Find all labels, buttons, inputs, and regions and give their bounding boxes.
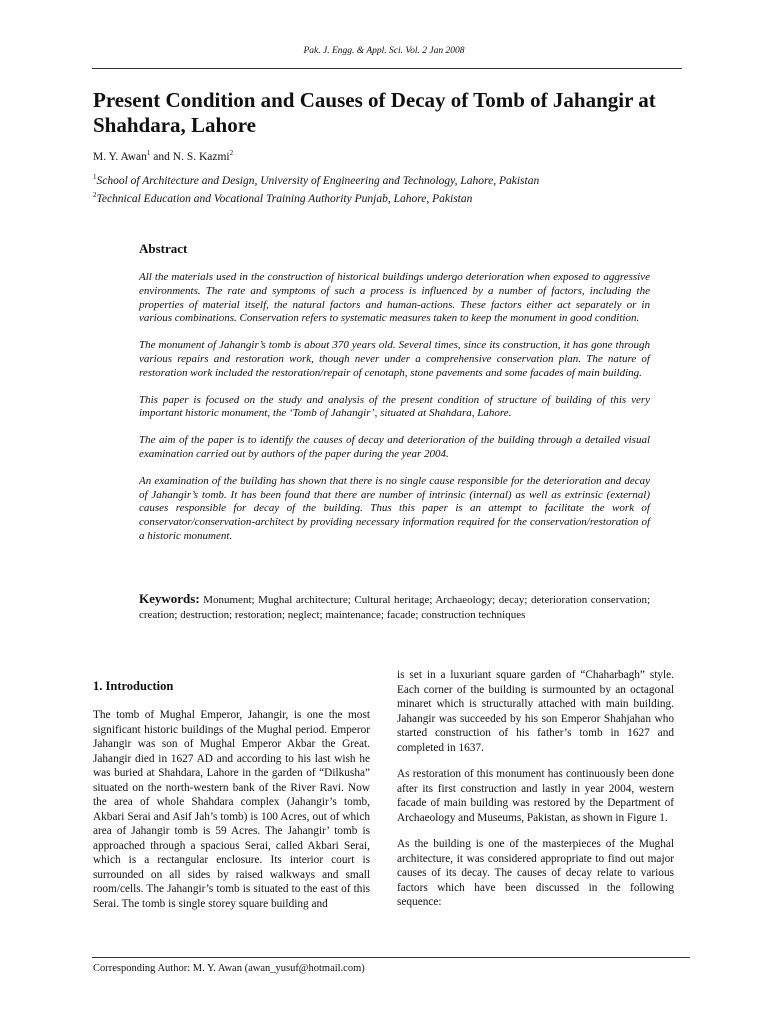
affiliation-2-mark: 2 — [93, 190, 97, 199]
keywords — [139, 592, 650, 622]
keywords-text: Monument; Mughal architecture; Cultural heritage; Archaeology; decay; deterioration conservation; creation; destruction; restoration; neglect; maintenance; facade; construction techniques — [139, 594, 651, 621]
author-1: M. Y. Awan — [93, 150, 147, 163]
abstract-paragraph: All the materials used in the construction of historical buildings undergo deterioration when exposed to aggressive environments. The rate and symptoms of such a process is influenced by a number of factors, including the properties of material itself, the natural factors and human-actions. These factors either act separately or in various combinations. Conservation refers to systematic measures taken to keep the monument in good condition. — [139, 271, 650, 325]
affiliation-1-mark: 1 — [93, 173, 97, 181]
body-paragraph: The tomb of Mughal Emperor, Jahangir, is one the most significant historic buildings of the Mughal period. Emperor Jahangir was son of Mughal Emperor Akbar the Great. Jahangir died in 1627 AD and according to his last wish he was buried at Shahdara, Lahore in the garden of “Dilkusha” situated on the north-western bank of the River Ravi. Now the area of whole Shahdara complex (Jahangir’s tomb, Akbari Serai and Asif Jah’s tomb) is 100 Acres, out of which area of Jahangir tomb is 59 Acres. The Jahangir’ tomb is approached through a spacious Serai, called Akbari Serai, which is a rectangular enclosure. Its interior court is surrounded on all sides by raised walkways and small room/cells. The Jahangir’s tomb is situated to the east of this Serai. The tomb is single storey square building and — [93, 709, 370, 910]
abstract-body — [139, 271, 650, 557]
body-paragraph: As restoration of this monument has continuously been done after its first construction and lastly in year 2004, western facade of main building was restored by the Department of Archaeology and Museums, Pakistan, as shown in Figure 1. — [397, 768, 674, 824]
keywords-label: Keywords: — [139, 591, 200, 606]
author-2-affil-mark: 2 — [229, 149, 234, 157]
author-1-affil-mark: 1 — [146, 149, 151, 157]
abstract-paragraph: The aim of the paper is to identify the causes of decay and deterioration of the building through a detailed visual examination carried out by authors of the paper during the year 2004. — [139, 434, 650, 460]
affiliation-2-text: Technical Education and Vocational Training Authority Punjab, Lahore, Pakistan — [96, 192, 473, 205]
introduction-heading: 1. Introduction — [93, 679, 174, 693]
column-left — [93, 708, 370, 923]
affiliations — [93, 170, 539, 206]
authors — [93, 149, 233, 163]
journal-header: Pak. J. Engg. & Appl. Sci. Vol. 2 Jan 2008 — [303, 46, 465, 56]
abstract-paragraph: The monument of Jahangir’s tomb is about 370 years old. Several times, since its construction, it has gone through various repairs and restoration work, though never under a comprehensive conservation plan. The nature of restoration work included the restoration/repair of cenotaph, stone pavements and some facades of main building. — [139, 339, 650, 379]
footer-rule — [92, 957, 690, 958]
body-paragraph: is set in a luxuriant square garden of “Chaharbagh” style. Each corner of the building is surmounted by an octagonal minaret which is structurally attached with main building. Jahangir was succeeded by his son Emperor Shahjahan who started construction of his father’s tomb in 1627 and completed in 1637. — [397, 669, 674, 754]
abstract-paragraph: This paper is focused on the study and analysis of the present condition of structure of building of this very important historic monument, the ‘Tomb of Jahangir’, situated at Shahdara, Lahore. — [139, 393, 650, 420]
header-rule — [92, 68, 682, 69]
affiliation-2 — [93, 188, 539, 206]
column-right — [397, 668, 674, 922]
paper-title: Present Condition and Causes of Decay of Tomb of Jahangir at Shahdara, Lahore — [93, 88, 656, 137]
author-joiner: and — [150, 150, 173, 163]
affiliation-1 — [93, 170, 539, 188]
abstract-heading: Abstract — [139, 241, 188, 256]
body-paragraph: As the building is one of the masterpieces of the Mughal architecture, it was considered appropriate to find out major causes of its decay. The causes of decay relate to various factors which have been discussed in the following sequence: — [397, 838, 674, 908]
affiliation-1-text: School of Architecture and Design, University of Engineering and Technology, Lahore, Pakistan — [96, 174, 540, 187]
abstract-paragraph: An examination of the building has shown that there is no single cause responsible for the deterioration and decay of Jahangir’s tomb. It has been found that there are number of intrinsic (internal) as well as extrinsic (external) causes responsible for decay of the building. Thus this paper is an attempt to facilitate the work of conservator/conservation-architect by providing necessary information required for the conservation/restoration of a historic monument. — [139, 474, 650, 542]
author-2: N. S. Kazmi — [172, 150, 230, 163]
corresponding-author: Corresponding Author: M. Y. Awan (awan_yusuf@hotmail.com) — [93, 963, 365, 974]
